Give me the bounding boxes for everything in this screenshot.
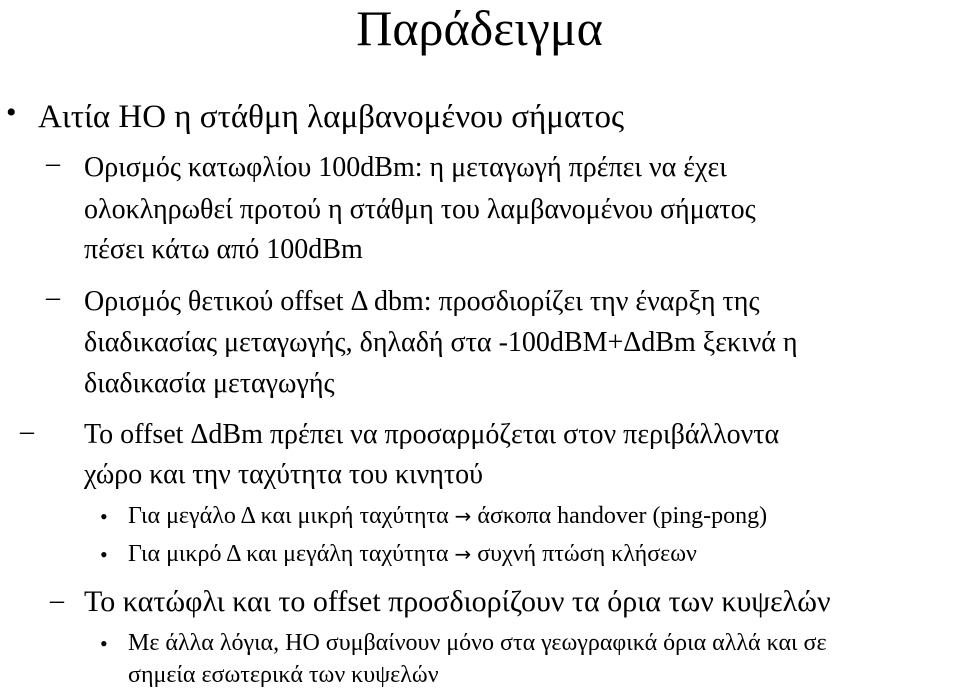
detail-text: Με άλλα λόγια, HO συμβαίνουν μόνο στα γεωγραφικά όρια αλλά και σε	[128, 630, 827, 656]
detail-text: Για μικρό Δ και μεγάλη ταχύτητα → συχνή πτώση κλήσεων	[128, 541, 697, 567]
subitem-text: ολοκληρωθεί προτού η στάθμη του λαμβανομένου σήματος	[84, 194, 756, 225]
dash-marker: –	[46, 282, 60, 313]
bullet-text: Αιτία HO η στάθμη λαμβανομένου σήματος	[38, 99, 625, 135]
subitem-text: Ορισμός κατωφλίου 100dBm: η μεταγωγή πρέπει να έχει	[84, 152, 727, 183]
subitem-text: πέσει κάτω από 100dBm	[84, 234, 363, 265]
dot-marker: •	[100, 631, 108, 656]
dash-marker: –	[50, 585, 64, 616]
subitem-text: διαδικασίας μεταγωγής, δηλαδή στα -100dBM+ΔdBm ξεκινά η	[84, 327, 798, 358]
subitem-text: Το offset ΔdBm πρέπει να προσαρμόζεται στον περιβάλλοντα	[84, 419, 780, 450]
detail-text: Για μεγάλο Δ και μικρή ταχύτητα → άσκοπα handover (ping-pong)	[128, 503, 768, 529]
arrow-right-icon: →	[454, 504, 472, 528]
dot-marker: •	[100, 542, 108, 567]
dash-marker: –	[46, 148, 60, 179]
bullet-marker: •	[6, 96, 17, 129]
subitem-text: Το κατώφλι και το offset προσδιορίζουν τα όρια των κυψελών	[84, 585, 831, 618]
subitem-text: Ορισμός θετικού offset Δ dbm: προσδιορίζει την έναρξη της	[84, 286, 760, 317]
subitem-text: διαδικασία μεταγωγής	[84, 368, 335, 399]
detail-text: σημεία εσωτερικά των κυψελών	[128, 662, 439, 688]
dot-marker: •	[100, 504, 108, 529]
subitem-text: χώρο και την ταχύτητα του κινητού	[84, 459, 484, 490]
slide-title: Παράδειγμα	[356, 0, 603, 56]
arrow-right-icon: →	[454, 542, 472, 566]
dash-marker: –	[20, 416, 34, 447]
